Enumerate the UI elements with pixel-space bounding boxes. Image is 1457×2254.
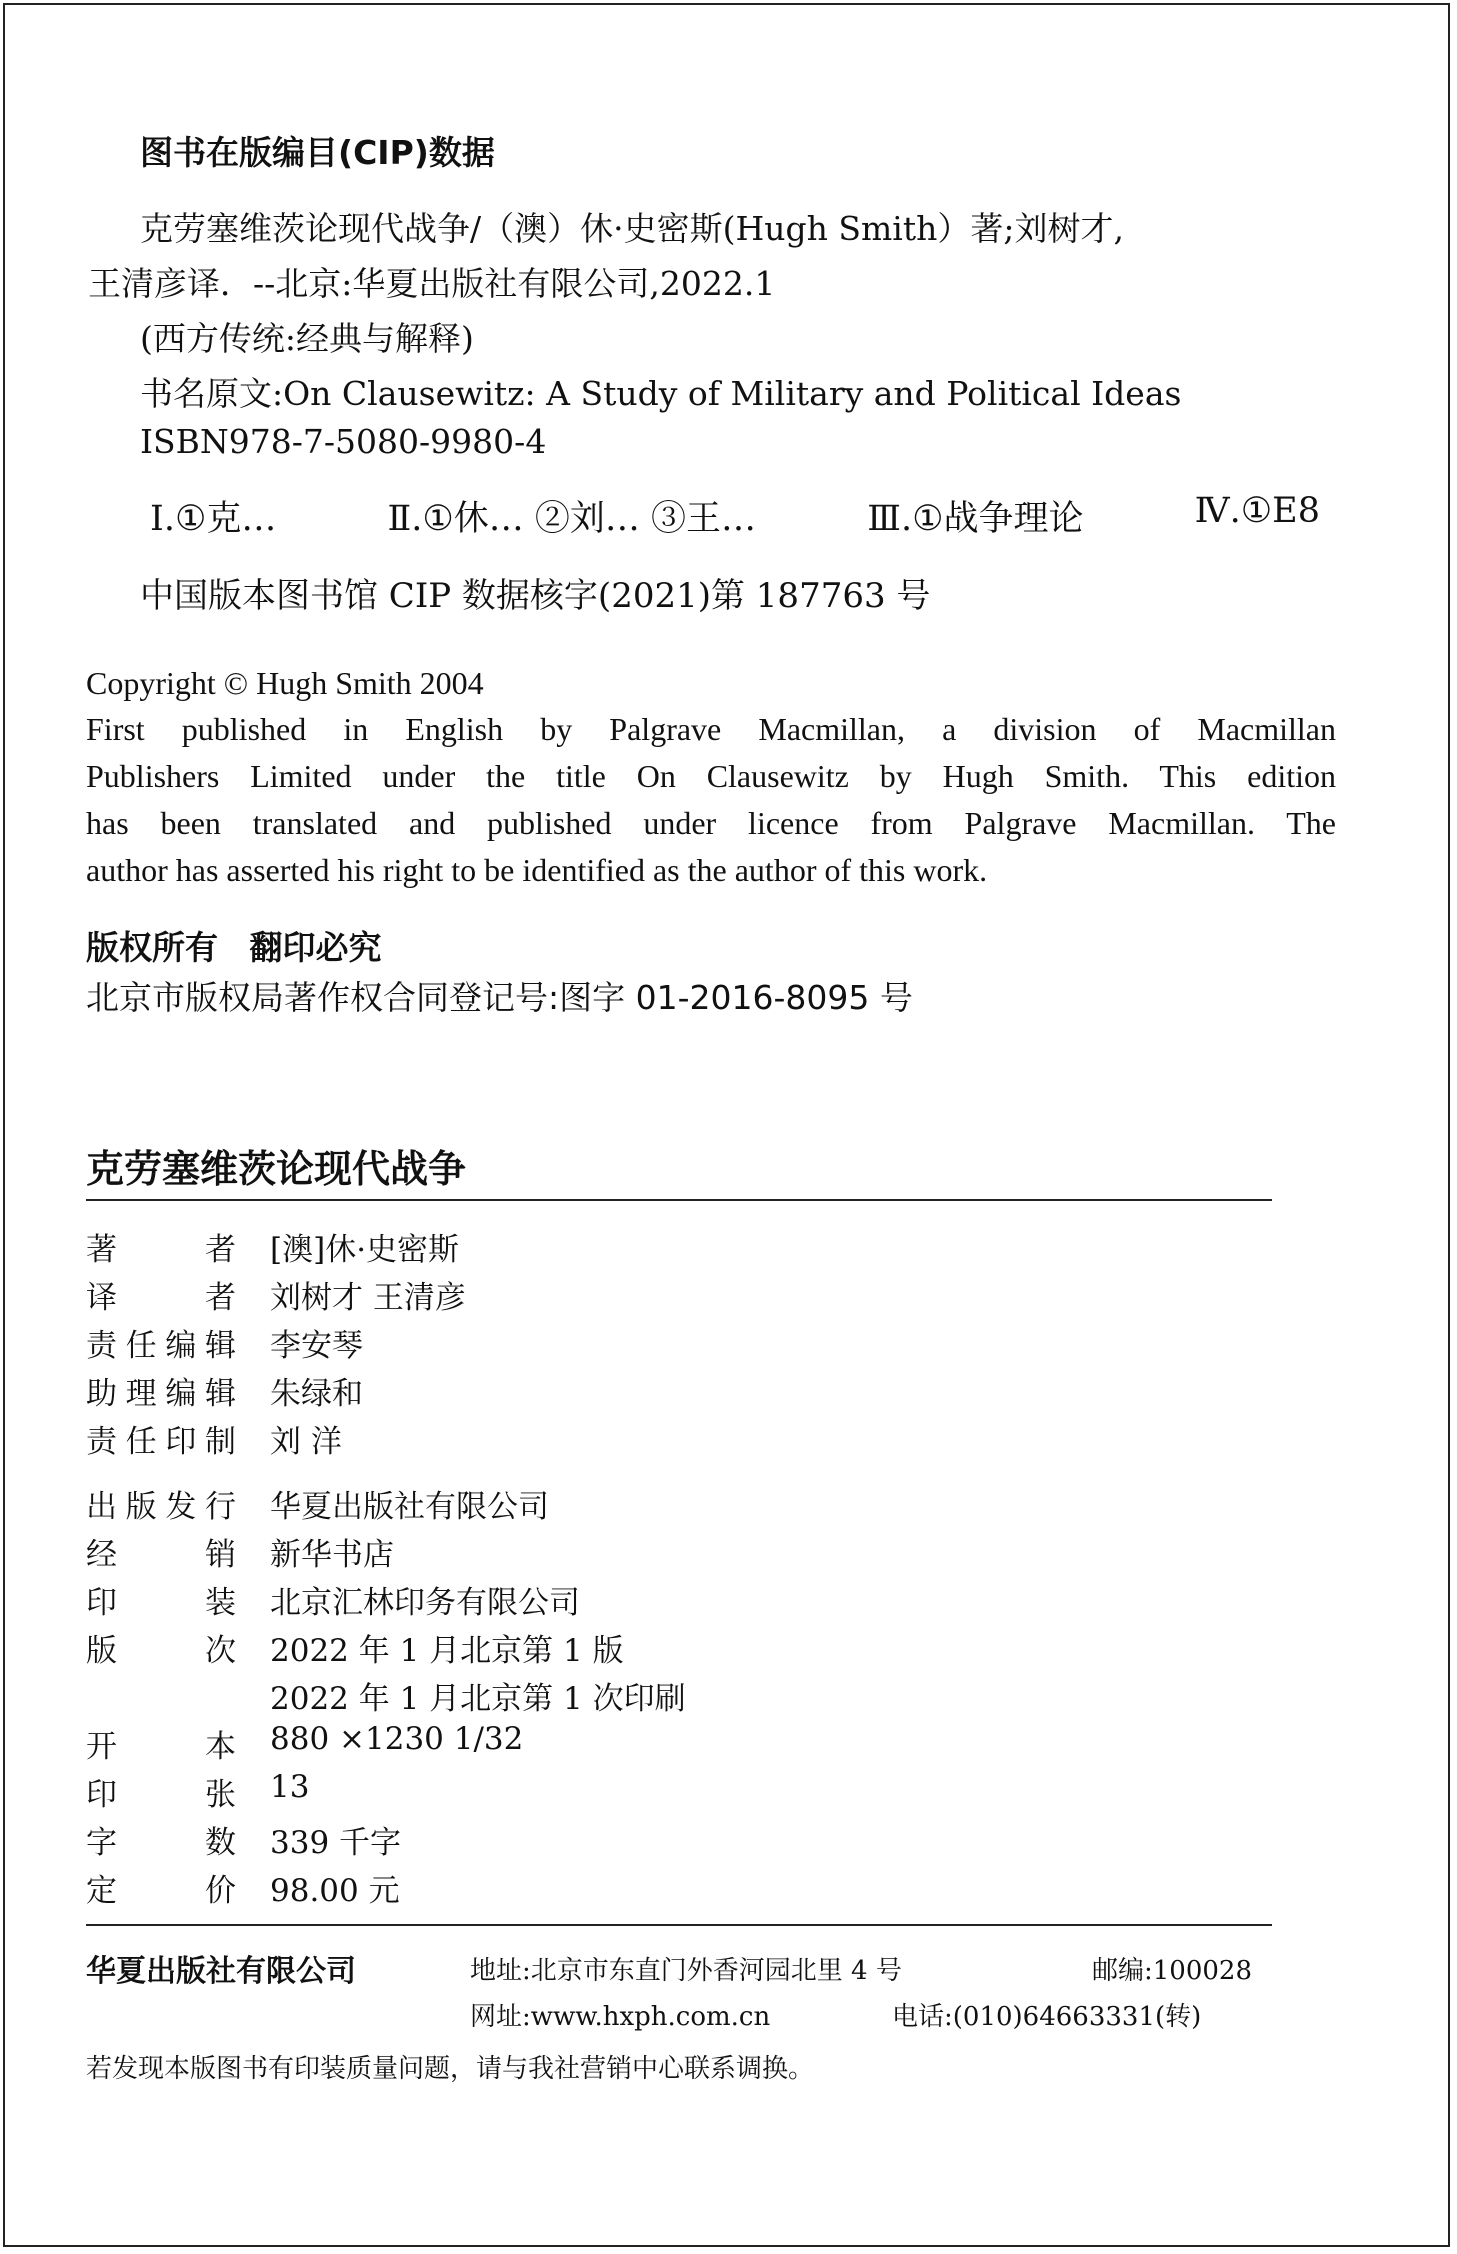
publisher-postcode: 邮编:100028 <box>1092 1956 1253 1986</box>
publisher-name: 华夏出版社有限公司 <box>86 1954 356 1989</box>
publisher-divider <box>86 1924 1272 1926</box>
colophon-row <box>86 1272 466 1318</box>
colophon-value: 朱绿和 <box>270 1376 363 1412</box>
colophon-label: 定价 <box>86 1873 236 1909</box>
colophon-label: 开本 <box>86 1729 236 1765</box>
colophon-value: 华夏出版社有限公司 <box>270 1489 549 1525</box>
colophon-label: 著者 <box>86 1232 236 1268</box>
colophon-row <box>86 1625 624 1671</box>
title-divider <box>86 1199 1272 1201</box>
cip-series: (西方传统:经典与解释) <box>140 319 474 358</box>
colophon-label: 译者 <box>86 1280 236 1316</box>
colophon-row <box>86 1368 363 1414</box>
colophon-value: [澳]休·史密斯 <box>270 1232 460 1268</box>
cip-class-4: Ⅳ.①E8 <box>1194 491 1320 531</box>
registration-number: 北京市版权局著作权合同登记号:图字 01-2016-8095 号 <box>86 978 913 1017</box>
colophon-label: 责任编辑 <box>86 1328 236 1364</box>
colophon-row <box>86 1224 459 1270</box>
colophon-value: 880 ×1230 1/32 <box>270 1721 524 1757</box>
colophon-value: 新华书店 <box>270 1537 394 1573</box>
colophon-label: 出版发行 <box>86 1489 236 1525</box>
colophon-value: 北京汇林印务有限公司 <box>270 1585 580 1621</box>
colophon-value: 刘 洋 <box>270 1424 342 1460</box>
cip-core-number: 中国版本图书馆 CIP 数据核字(2021)第 187763 号 <box>140 576 931 616</box>
colophon-label: 助理编辑 <box>86 1376 236 1412</box>
colophon-row <box>86 1865 400 1911</box>
copyright-text-line4: has been translated and published under licence from Palgrave Macmillan. The <box>86 805 1336 841</box>
publisher-address: 地址:北京市东直门外香河园北里 4 号 <box>470 1956 902 1986</box>
colophon-value: 2022 年 1 月北京第 1 版 <box>270 1633 624 1669</box>
colophon-value: 李安琴 <box>270 1328 363 1364</box>
colophon-value: 13 <box>270 1769 310 1805</box>
colophon-row <box>86 1817 401 1863</box>
book-title: 克劳塞维茨论现代战争 <box>86 1147 467 1191</box>
colophon-value: 98.00 元 <box>270 1873 400 1909</box>
colophon-row <box>86 1721 523 1767</box>
colophon-label: 印张 <box>86 1777 236 1813</box>
colophon-row <box>86 1673 686 1719</box>
colophon-label: 版次 <box>86 1633 236 1669</box>
cip-classification <box>150 491 1320 541</box>
colophon-label: 印装 <box>86 1585 236 1621</box>
cip-heading: 图书在版编目(CIP)数据 <box>140 133 495 172</box>
rights-reserved: 版权所有 翻印必究 <box>86 928 382 967</box>
colophon-label: 字数 <box>86 1825 236 1861</box>
copyright-text-line5: author has asserted his right to be identified as the author of this work. <box>86 852 988 888</box>
cip-original-title: 书名原文:On Clausewitz: A Study of Military and Political Ideas <box>140 374 1182 413</box>
colophon-value: 刘树才 王清彦 <box>270 1280 466 1316</box>
colophon-row <box>86 1320 363 1366</box>
colophon-row <box>86 1577 580 1623</box>
colophon-label <box>86 1673 236 1719</box>
copyright-text-line2: First published in English by Palgrave Macmillan, a division of Macmillan <box>86 711 1336 747</box>
copyright-text-line3: Publishers Limited under the title On Clausewitz by Hugh Smith. This edition <box>86 758 1336 794</box>
publisher-website: 网址:www.hxph.com.cn <box>470 2002 771 2032</box>
colophon-label: 责任印制 <box>86 1424 236 1460</box>
quality-notice: 若发现本版图书有印装质量问题，请与我社营销中心联系调换。 <box>86 2054 815 2084</box>
colophon-value: 339 千字 <box>270 1825 402 1861</box>
cip-entry-line2: 王清彦译．--北京:华夏出版社有限公司,2022.1 <box>88 264 776 303</box>
copyright-line: Copyright © Hugh Smith 2004 <box>86 665 484 701</box>
colophon-row <box>86 1416 342 1462</box>
cip-class-3: Ⅲ.①战争理论 <box>867 499 1084 539</box>
cip-isbn: ISBN978-7-5080-9980-4 <box>140 422 547 461</box>
publisher-phone: 电话:(010)64663331(转) <box>892 2002 1202 2032</box>
colophon-value: 2022 年 1 月北京第 1 次印刷 <box>270 1681 686 1717</box>
cip-class-2: Ⅱ.①休… ②刘… ③王… <box>387 499 757 539</box>
colophon-row <box>86 1481 549 1527</box>
colophon-row <box>86 1529 394 1575</box>
cip-class-1: Ⅰ.①克… <box>150 499 277 539</box>
colophon-row <box>86 1769 309 1815</box>
colophon-label: 经销 <box>86 1537 236 1573</box>
cip-entry-line1: 克劳塞维茨论现代战争/（澳）休·史密斯(Hugh Smith）著;刘树才, <box>140 209 1124 248</box>
